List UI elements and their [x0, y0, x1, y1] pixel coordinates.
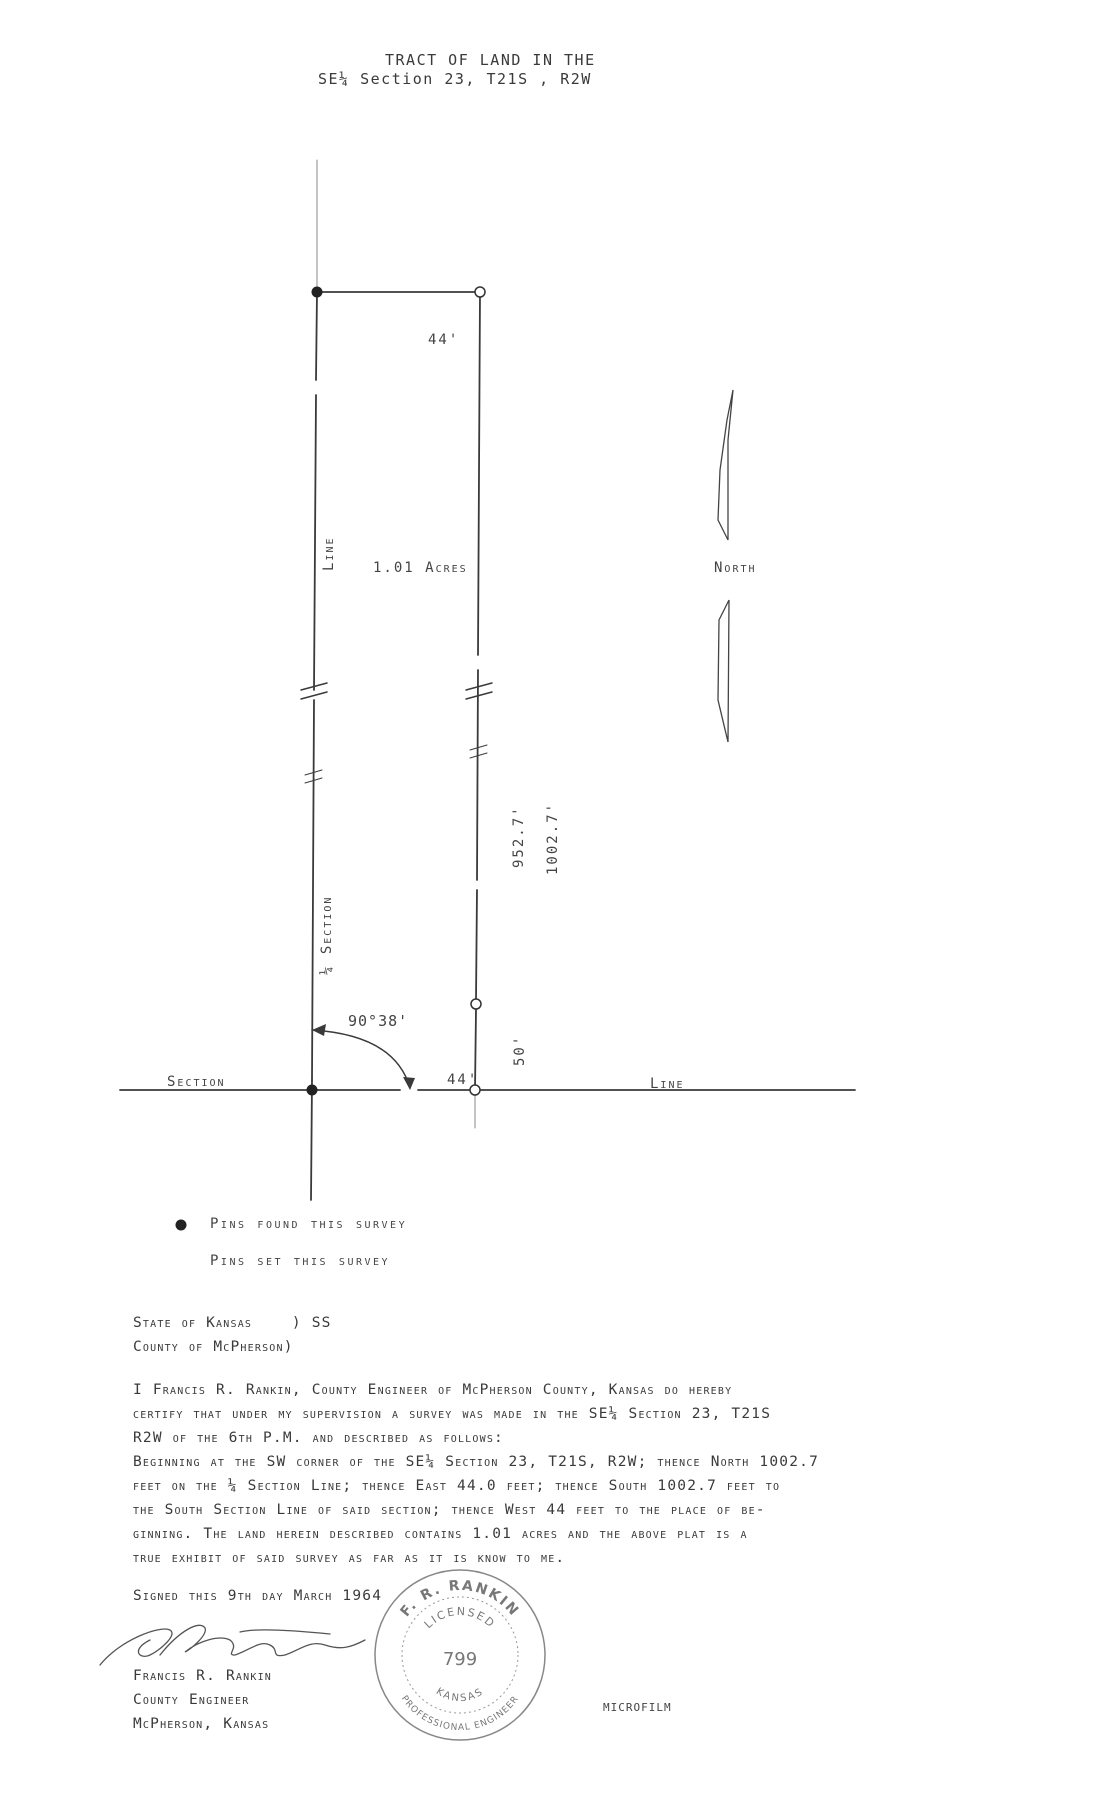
certificate-line: the South Section Line of said section; thence West 44 feet to the place of be- — [133, 1502, 766, 1518]
bottom-dimension: 44' — [447, 1072, 479, 1088]
signer-title: County Engineer — [133, 1692, 250, 1708]
section-label-left: Section — [167, 1074, 226, 1090]
certificate-line: R2W of the 6th P.M. and described as follows: — [133, 1430, 504, 1446]
pin-found-nw — [312, 287, 323, 298]
signer-name: Francis R. Rankin — [133, 1668, 273, 1684]
pin-set-offset — [471, 999, 481, 1009]
certificate-paragraph — [133, 1378, 819, 1570]
east-dimension-952: 952.7' — [511, 805, 527, 868]
section-label-right: Line — [650, 1076, 685, 1092]
microfilm-stamp: MICROFILM — [603, 1701, 672, 1714]
legend-set-text: Pins set this survey — [210, 1253, 391, 1269]
north-label: North — [714, 560, 757, 576]
signer-location: McPherson, Kansas — [133, 1716, 270, 1732]
seal-top-text: F. R. RANKIN — [397, 1577, 523, 1620]
engineer-seal — [370, 1565, 550, 1745]
line-label-upper: Line — [321, 536, 337, 571]
certificate-line: ginning. The land herein described contains 1.01 acres and the above plat is a — [133, 1526, 748, 1542]
quarter-section-label: ¼ Section — [319, 895, 335, 975]
pin-found-sw — [307, 1085, 318, 1096]
seal-bottom-text: PROFESSIONAL ENGINEER — [398, 1694, 522, 1734]
top-dimension: 44' — [428, 332, 460, 348]
certificate-line: I Francis R. Rankin, County Engineer of McPherson County, Kansas do hereby — [133, 1382, 733, 1398]
seal-state-text: KANSAS — [433, 1686, 487, 1705]
legend-found-text: Pins found this survey — [210, 1216, 408, 1232]
title-line-1: TRACT OF LAND IN THE — [385, 51, 596, 69]
signed-line: Signed this 9th day March 1964 — [133, 1588, 383, 1604]
svg-text:LICENSED — [422, 1605, 498, 1631]
angle-label: 90°38' — [348, 1012, 409, 1030]
title-line-2: SE¼ Section 23, T21S , R2W — [318, 70, 592, 88]
seal-licensed-text: LICENSED — [421, 1604, 499, 1632]
county-line: County of McPherson) — [133, 1339, 294, 1355]
legend-found-icon — [176, 1220, 187, 1231]
certificate-line: true exhibit of said survey as far as it is know to me. — [133, 1550, 566, 1566]
state-line: State of Kansas ) SS — [133, 1315, 332, 1331]
pin-set-ne — [475, 287, 485, 297]
area-label: 1.01 Acres — [373, 560, 468, 576]
svg-text:KANSAS — [434, 1686, 486, 1704]
east-dimension-1002: 1002.7' — [545, 801, 561, 875]
south-offset-dimension: 50' — [512, 1034, 528, 1066]
certificate-line: Beginning at the SW corner of the SE¼ Section 23, T21S, R2W; thence North 1002.7 — [133, 1454, 820, 1470]
certificate-line: feet on the ¼ Section Line; thence East 44.0 feet; thence South 1002.7 feet to — [133, 1478, 781, 1494]
certificate-line: certify that under my supervision a survey was made in the SE¼ Section 23, T21S — [133, 1406, 772, 1422]
seal-number: 799 — [442, 1649, 478, 1670]
